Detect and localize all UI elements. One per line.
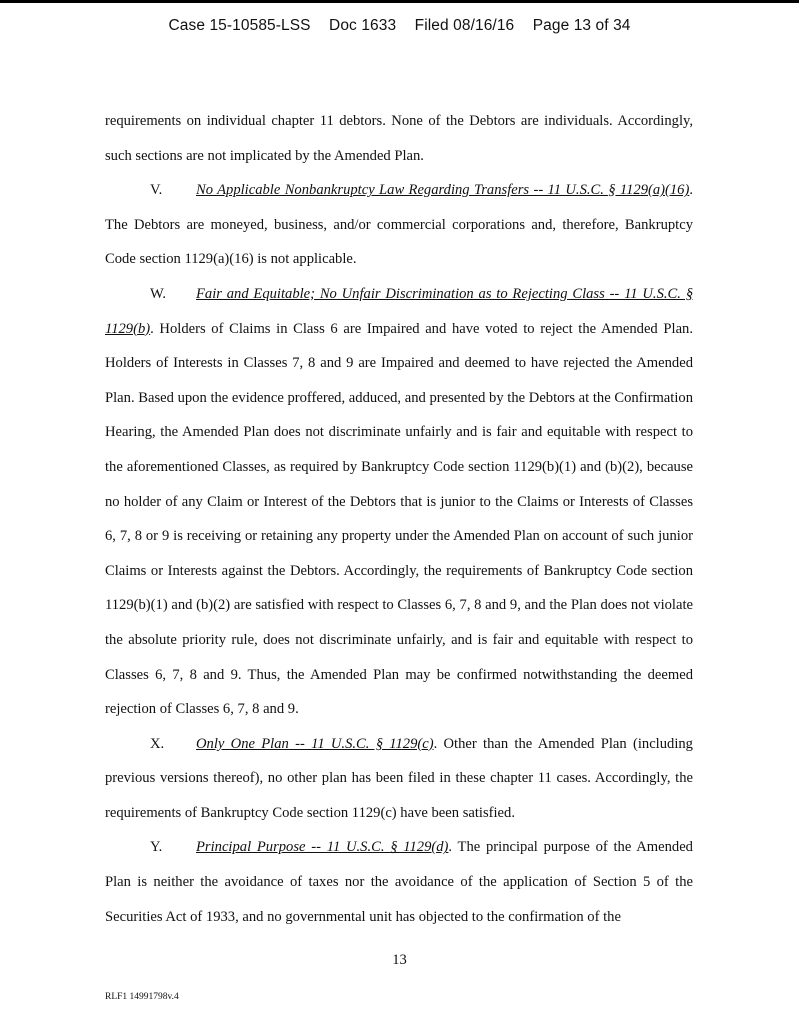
top-border: [0, 0, 799, 3]
paragraph-label: X.: [150, 735, 165, 752]
doc-number: Doc 1633: [329, 17, 397, 34]
paragraph-continued: [105, 104, 693, 173]
paragraph-w: [105, 277, 693, 727]
paragraph-text: requirements on individual chapter 11 debtors. None of the Debtors are individuals. Accordingly, such sections are not implicated by the Amended Plan.: [105, 113, 693, 164]
page-number: 13: [392, 952, 407, 968]
paragraph-heading: Only One Plan -- 11 U.S.C. § 1129(c): [196, 735, 434, 752]
paragraph-text: . The Debtors are moneyed, business, and/or commercial corporations and, therefore, Bankruptcy Code section 1129(a)(16) is not applicable.: [105, 182, 693, 268]
case-number: Case 15-10585-LSS: [168, 17, 311, 34]
document-id: RLF1 14991798v.4: [105, 992, 179, 1002]
paragraph-y: [105, 830, 693, 934]
paragraph-heading: Principal Purpose -- 11 U.S.C. § 1129(d): [196, 839, 449, 856]
paragraph-label: Y.: [150, 839, 163, 856]
filed-date: Filed 08/16/16: [414, 17, 515, 34]
paragraph-heading: Fair and Equitable; No Unfair Discrimination as to Rejecting Class -- 11 U.S.C. § 1129(b): [105, 285, 693, 337]
paragraph-x: [105, 727, 693, 831]
page-of-total: Page 13 of 34: [532, 17, 631, 34]
paragraph-heading: No Applicable Nonbankruptcy Law Regarding Transfers -- 11 U.S.C. § 1129(a)(16): [196, 182, 690, 199]
paragraph-text: . The principal purpose of the Amended Plan is neither the avoidance of taxes nor the avoidance of the application of Section 5 of the Securities Act of 1933, and no governmental unit has objected to the confirmation of the: [105, 839, 693, 925]
case-header: [0, 17, 799, 35]
paragraph-text: . Holders of Claims in Class 6 are Impaired and have voted to reject the Amended Plan. Holders of Interests in Classes 7, 8 and 9 are Impaired and deemed to have rejected the Amended Plan. Based upon the evidence proffered, adduced, and presented by the Debtors at the Confirmation Hearing, the Amended Plan does not discriminate unfairly and is fair and equitable with respect to the aforementioned Classes, as required by Bankruptcy Code section 1129(b)(1) and (b)(2), because no holder of any Claim or Interest of the Debtors that is junior to the Claims or Interests of Classes 6, 7, 8 or 9 is receiving or retaining any property under the Amended Plan on account of such junior Claims or Interests against the Debtors. Accordingly, the requirements of Bankruptcy Code section 1129(b)(1) and (b)(2) are satisfied with respect to Classes 6, 7, 8 and 9, and the Plan does not violate the absolute priority rule, does not discriminate unfairly, and is fair and equitable with respect to Classes 6, 7, 8 and 9. Thus, the Amended Plan may be confirmed notwithstanding the deemed rejection of Classes 6, 7, 8 and 9.: [105, 320, 693, 718]
paragraph-text: . Other than the Amended Plan (including previous versions thereof), no other plan has been filed in these chapter 11 cases. Accordingly, the requirements of Bankruptcy Code section 1129(c) have been satisfied.: [105, 735, 693, 821]
document-body: [105, 104, 693, 934]
paragraph-v: [105, 173, 693, 277]
paragraph-label: V.: [150, 182, 163, 199]
paragraph-label: W.: [150, 285, 167, 302]
